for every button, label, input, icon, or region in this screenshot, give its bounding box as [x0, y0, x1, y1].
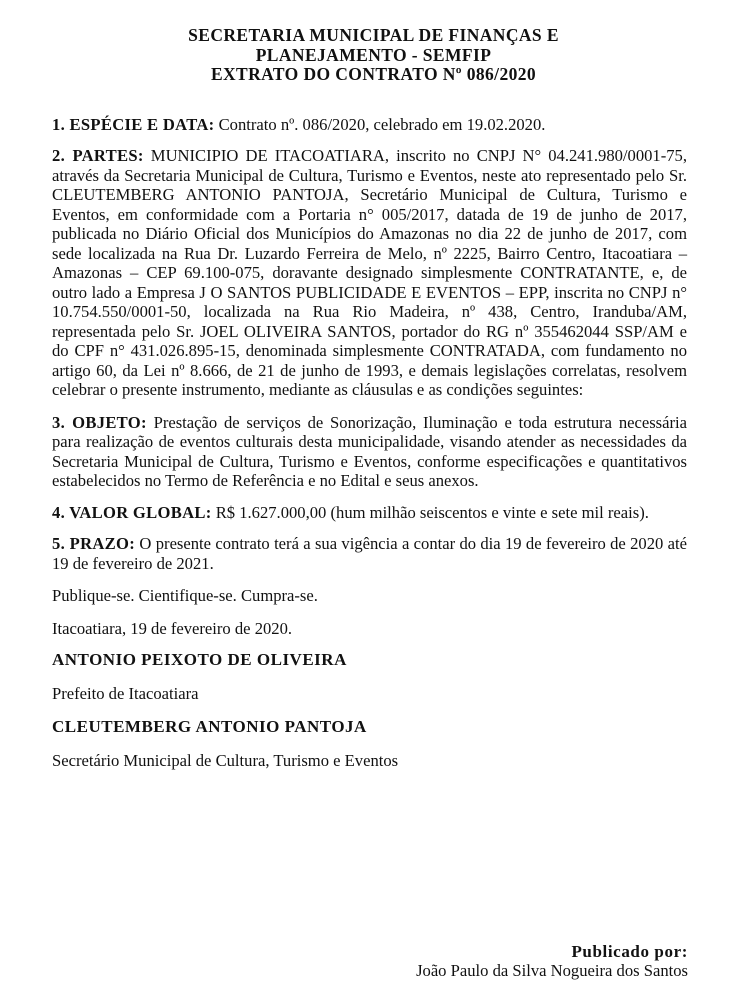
section-objeto-title: 3. OBJETO:: [52, 412, 147, 432]
section-especie-title: 1. ESPÉCIE E DATA:: [52, 114, 215, 134]
published-by-label: Publicado por:: [571, 942, 688, 961]
section-valor: [52, 503, 687, 523]
signatory-role-1: Prefeito de Itacoatiara: [52, 684, 199, 703]
signatory-name-2: CLEUTEMBERG ANTONIO PANTOJA: [52, 716, 367, 736]
section-especie: [52, 115, 687, 135]
publique-line: Publique-se. Cientifique-se. Cumpra-se.: [52, 586, 318, 605]
header-line-1: SECRETARIA MUNICIPAL DE FINANÇAS E: [188, 25, 559, 45]
signatory-name-1: ANTONIO PEIXOTO DE OLIVEIRA: [52, 650, 347, 669]
signatory-role-2: Secretário Municipal de Cultura, Turismo e Eventos: [52, 750, 399, 770]
section-prazo-title: 5. PRAZO:: [52, 534, 136, 553]
place-date: Itacoatiara, 19 de fevereiro de 2020.: [52, 618, 293, 638]
section-especie-text: Contrato nº. 086/2020, celebrado em 19.02.2020.: [214, 114, 546, 134]
section-objeto-text: Prestação de serviços de Sonorização, Iluminação e toda estrutura necessária para realização de eventos culturais desta municipalidade, visando atender as necessidades da Secretaria Municipal de Cultura, Turismo e Eventos, conforme especificações e quantitativos estabelecidos no Termo de Referência e no Edital e seus anexos.: [52, 412, 687, 490]
header-line-2: PLANEJAMENTO - SEMFIP: [255, 44, 492, 65]
section-objeto: [52, 413, 687, 491]
published-by-name: João Paulo da Silva Nogueira dos Santos: [416, 961, 688, 980]
section-prazo-text: O presente contrato terá a sua vigência a contar do dia 19 de fevereiro de 2020 até 19 de fevereiro de 2021.: [52, 534, 687, 573]
document-header: [60, 26, 687, 85]
published-by: [416, 942, 688, 981]
header-line-3: EXTRATO DO CONTRATO Nº 086/2020: [210, 64, 537, 84]
section-partes: [52, 146, 687, 400]
section-valor-text: R$ 1.627.000,00 (hum milhão seiscentos e vinte e sete mil reais).: [211, 502, 649, 522]
section-valor-title: 4. VALOR GLOBAL:: [52, 502, 212, 522]
section-prazo: [52, 534, 687, 573]
section-partes-text: MUNICIPIO DE ITACOATIARA, inscrito no CNPJ N° 04.241.980/0001-75, através da Secretaria Municipal de Cultura, Turismo e Eventos, neste ato representado pelo Sr. CLEUTEMBERG ANTONIO PANTOJA, Secretário Municipal de Cultura, Turismo e Eventos, em conformidade com a Portaria n° 005/2017, datada de 19 de junho de 2017, publicada no Diário Oficial dos Municípios do Amazonas no dia 22 de junho de 2017, com sede localizada na Rua Dr. Luzardo Ferreira de Melo, nº 2225, Bairro Centro, Itacoatiara – Amazonas – CEP 69.100-075, doravante designado simplesmente CONTRATANTE, e, de outro lado a Empresa J O SANTOS PUBLICIDADE E EVENTOS – EPP, inscrita no CNPJ n° 10.754.550/0001-50, localizada na Rua Rio Madeira, nº 438, Centro, Iranduba/AM, representada pelo Sr. JOEL OLIVEIRA SANTOS, portador do RG nº 355462044 SSP/AM e do CPF n° 431.026.895-15, denominada simplesmente CONTRATADA, com fundamento no artigo 60, da Lei nº 8.666, de 21 de junho de 1993, e demais legislações correlatas, resolvem celebrar o presente instrumento, mediante as cláusulas e as condições seguintes:: [52, 146, 687, 399]
section-partes-title: 2. PARTES:: [52, 146, 144, 165]
